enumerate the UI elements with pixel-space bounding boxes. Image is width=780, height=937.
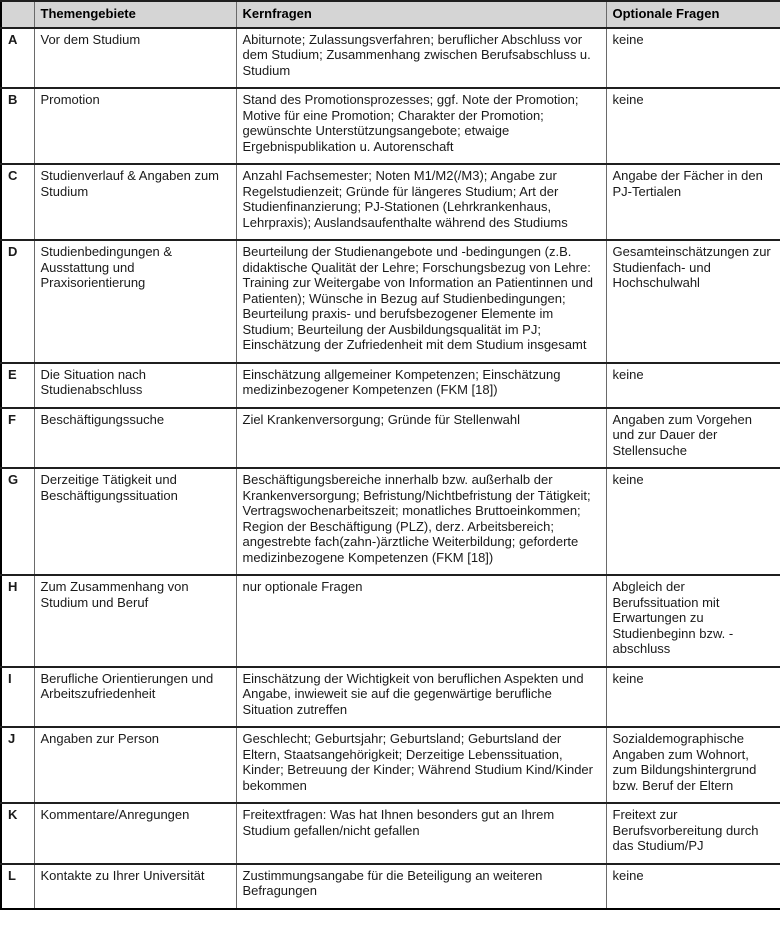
row-id-cell: D <box>1 240 34 363</box>
themengebiet-cell: Promotion <box>34 88 236 164</box>
row-id-cell: K <box>1 803 34 864</box>
row-id-cell: G <box>1 468 34 575</box>
column-header-themengebiete: Themengebiete <box>34 1 236 28</box>
optionale-fragen-cell: keine <box>606 667 780 728</box>
kernfragen-cell: Beschäftigungsbereiche innerhalb bzw. außerhalb der Krankenversorgung; Befristung/Nichtbefristung der Tätigkeit; Vertragswochenarbeitszeit; monatliches Bruttoeinkommen; Region der Beschäftigung (PLZ), derz. Arbeitsbereich; angestrebte fach(zahn-)ärztliche Weiterbildung; geforderte medizinbezogene Kompetenzen (FKM [18]) <box>236 468 606 575</box>
kernfragen-cell: Geschlecht; Geburtsjahr; Geburtsland; Geburtsland der Eltern, Staatsangehörigkeit; Derzeitige Lebenssituation, Kinder; Betreuung der Kinder; Während Studium Kind/Kinder bekommen <box>236 727 606 803</box>
row-id-cell: I <box>1 667 34 728</box>
table-row <box>1 727 780 803</box>
themengebiet-cell: Zum Zusammenhang von Studium und Beruf <box>34 575 236 667</box>
themengebiet-cell: Beschäftigungssuche <box>34 408 236 469</box>
table-row <box>1 864 780 909</box>
kernfragen-cell: Anzahl Fachsemester; Noten M1/M2(/M3); Angabe zur Regelstudienzeit; Gründe für längeres Studium; Art der Studienfinanzierung; PJ-Stationen (Lehrkrankenhaus, Lehrpraxis); Auslandsaufenthalte während des Studiums <box>236 164 606 240</box>
themengebiet-cell: Derzeitige Tätigkeit und Beschäftigungssituation <box>34 468 236 575</box>
table-row <box>1 363 780 408</box>
themengebiet-cell: Angaben zur Person <box>34 727 236 803</box>
optionale-fragen-cell: keine <box>606 28 780 89</box>
themengebiet-cell: Die Situation nach Studienabschluss <box>34 363 236 408</box>
table-body <box>1 28 780 909</box>
themengebiet-cell: Vor dem Studium <box>34 28 236 89</box>
row-id-cell: F <box>1 408 34 469</box>
table-row <box>1 575 780 667</box>
optionale-fragen-cell: Freitext zur Berufsvorbereitung durch das Studium/PJ <box>606 803 780 864</box>
kernfragen-cell: Ziel Krankenversorgung; Gründe für Stellenwahl <box>236 408 606 469</box>
row-id-cell: A <box>1 28 34 89</box>
table-header-row <box>1 1 780 28</box>
optionale-fragen-cell: keine <box>606 363 780 408</box>
optionale-fragen-cell: Angabe der Fächer in den PJ-Tertialen <box>606 164 780 240</box>
kernfragen-cell: Stand des Promotionsprozesses; ggf. Note der Promotion; Motive für eine Promotion; Charakter der Promotion; gewünschte Unterstützungsangebote; etwaige Ergebnispublikation u. Autorenschaft <box>236 88 606 164</box>
table-row <box>1 468 780 575</box>
themengebiet-cell: Berufliche Orientierungen und Arbeitszufriedenheit <box>34 667 236 728</box>
optionale-fragen-cell: Angaben zum Vorgehen und zur Dauer der Stellensuche <box>606 408 780 469</box>
kernfragen-cell: Freitextfragen: Was hat Ihnen besonders gut an Ihrem Studium gefallen/nicht gefallen <box>236 803 606 864</box>
optionale-fragen-cell: Gesamteinschätzungen zur Studienfach- und Hochschulwahl <box>606 240 780 363</box>
table-row <box>1 408 780 469</box>
themengebiet-cell: Kontakte zu Ihrer Universität <box>34 864 236 909</box>
themengebiet-cell: Studienbedingungen & Ausstattung und Praxisorientierung <box>34 240 236 363</box>
row-id-cell: J <box>1 727 34 803</box>
kernfragen-cell: Beurteilung der Studienangebote und -bedingungen (z.B. didaktische Qualität der Lehre; Forschungsbezug von Lehre: Training zur Weitergabe von Information an Patientinnen und Patienten); Wünsche in Bezug auf Studienbedingungen; Beurteilung praxis- und berufsbezogener Elemente im Studium; Beurteilung der Ausbildungsqualität im PJ; Einschätzung der Zufriedenheit mit dem Studium insgesamt <box>236 240 606 363</box>
kernfragen-cell: nur optionale Fragen <box>236 575 606 667</box>
table-row <box>1 240 780 363</box>
optionale-fragen-cell: keine <box>606 88 780 164</box>
table-row <box>1 88 780 164</box>
kernfragen-cell: Abiturnote; Zulassungsverfahren; beruflicher Abschluss vor dem Studium; Zusammenhang zwischen Berufsabschluss u. Studium <box>236 28 606 89</box>
table-row <box>1 28 780 89</box>
column-header-kernfragen: Kernfragen <box>236 1 606 28</box>
table-row <box>1 164 780 240</box>
optionale-fragen-cell: keine <box>606 864 780 909</box>
optionale-fragen-cell: Sozialdemographische Angaben zum Wohnort, zum Bildungshintergrund bzw. Beruf der Eltern <box>606 727 780 803</box>
row-id-cell: H <box>1 575 34 667</box>
row-id-cell: L <box>1 864 34 909</box>
table-row <box>1 667 780 728</box>
table-row <box>1 803 780 864</box>
themengebiet-cell: Kommentare/Anregungen <box>34 803 236 864</box>
kernfragen-cell: Einschätzung der Wichtigkeit von beruflichen Aspekten und Angabe, inwieweit sie auf die gegenwärtige berufliche Situation zutreffen <box>236 667 606 728</box>
column-header-id <box>1 1 34 28</box>
optionale-fragen-cell: keine <box>606 468 780 575</box>
themengebiet-cell: Studienverlauf & Angaben zum Studium <box>34 164 236 240</box>
row-id-cell: C <box>1 164 34 240</box>
column-header-optionale-fragen: Optionale Fragen <box>606 1 780 28</box>
row-id-cell: E <box>1 363 34 408</box>
optionale-fragen-cell: Abgleich der Berufssituation mit Erwartungen zu Studienbeginn bzw. -abschluss <box>606 575 780 667</box>
row-id-cell: B <box>1 88 34 164</box>
kernfragen-cell: Einschätzung allgemeiner Kompetenzen; Einschätzung medizinbezogener Kompetenzen (FKM [18]) <box>236 363 606 408</box>
kernfragen-cell: Zustimmungsangabe für die Beteiligung an weiteren Befragungen <box>236 864 606 909</box>
